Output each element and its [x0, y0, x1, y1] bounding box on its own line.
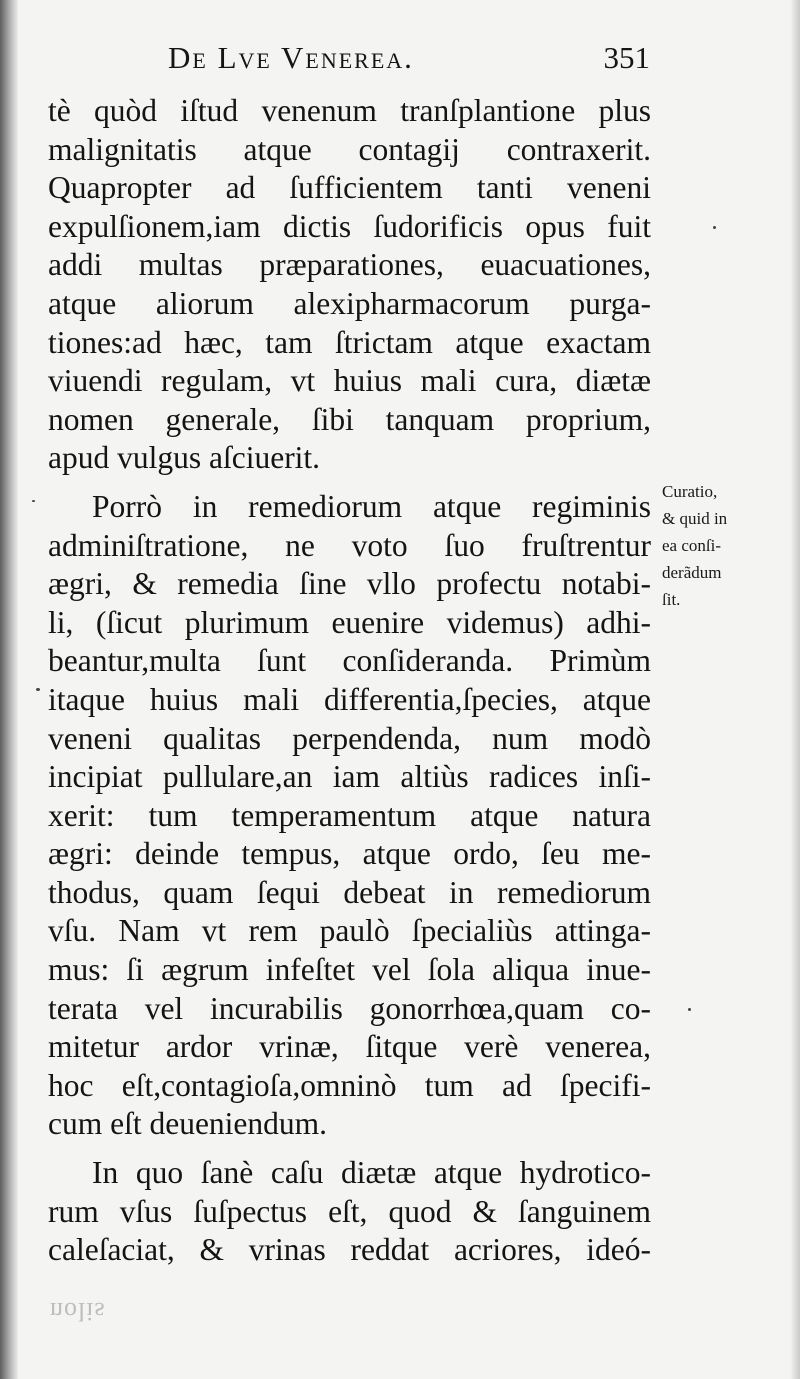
running-head	[160, 40, 660, 86]
paragraph-break	[48, 1144, 651, 1154]
marginal-note-line: & quid in	[662, 509, 728, 528]
text-line: li, (ſicut plurimum euenire videmus) adhi-	[48, 604, 651, 640]
page-right-edge	[790, 0, 800, 1379]
text-line: malignitatis atque contagij contraxerit.	[48, 131, 651, 167]
page-number: 351	[603, 40, 650, 75]
marginal-note-line: ea conſi-	[662, 536, 721, 555]
text-line: cum eſt deueniendum.	[48, 1106, 328, 1142]
running-head-title: De Lve Venerea.	[168, 40, 414, 75]
text-line: tè quòd iſtud venenum tranſplantione plus	[48, 93, 651, 128]
text-line: incipiat pullulare,an iam altiùs radices inſi-	[48, 759, 651, 795]
text-line: mus: ſi ægrum infeſtet vel ſola aliqua inue-	[48, 952, 651, 988]
text-line: hoc eſt,contagioſa,omninò tum ad ſpecifi-	[48, 1067, 651, 1103]
ink-speck	[713, 226, 716, 229]
body-text	[48, 92, 651, 1270]
text-line: veneni qualitas perpendenda, num modò	[48, 720, 651, 756]
text-line: Quapropter ad ſufficientem tanti veneni	[48, 170, 651, 206]
text-line: adminiſtratione, ne voto ſuo fruſtrentur	[48, 527, 651, 563]
text-line: In quo ſanè caſu diætæ atque hydrotico-	[92, 1155, 651, 1191]
marginal-note	[662, 478, 772, 613]
text-line: mitetur ardor vrinæ, ſitque verè venerea,	[48, 1029, 651, 1065]
text-line: ægri, & remedia ſine vllo profectu notabi-	[48, 566, 651, 602]
ink-speck	[32, 500, 35, 502]
text-line: ægri: deinde tempus, atque ordo, ſeu me-	[48, 836, 651, 872]
text-line: rum vſus ſuſpectus eſt, quod & ſanguinem	[48, 1193, 651, 1229]
text-line: apud vulgus aſciuerit.	[48, 440, 321, 476]
text-line: tiones:ad hæc, tam ſtrictam atque exactam	[48, 324, 651, 360]
text-line: vſu. Nam vt rem paulò ſpecialiùs attinga-	[48, 913, 651, 949]
text-line: expulſionem,iam dictis ſudorificis opus fuit	[48, 208, 651, 244]
text-line: Porrò in remediorum atque regiminis	[92, 488, 651, 524]
text-line: thodus, quam ſequi debeat in remediorum	[48, 874, 651, 910]
marginal-note-line: derãdum	[662, 563, 722, 582]
text-line: terata vel incurabilis gonorrhœa,quam co-	[48, 990, 651, 1026]
marginal-note-line: ſit.	[662, 590, 681, 609]
text-line: beantur,multa ſunt conſideranda. Primùm	[48, 643, 651, 679]
text-line: caleſaciat, & vrinas reddat acriores, ideó-	[48, 1232, 651, 1268]
text-line: addi multas præparationes, euacuationes,	[48, 247, 651, 283]
text-line: viuendi regulam, vt huius mali cura, diætæ	[48, 363, 651, 399]
marginal-note-line: Curatio,	[662, 482, 718, 501]
text-line: atque aliorum alexipharmacorum purga-	[48, 285, 651, 321]
text-line: xerit: tum temperamentum atque natura	[48, 797, 651, 833]
text-line: itaque huius mali differentia,ſpecies, atque	[48, 681, 651, 717]
bleed-through-text: nolis	[50, 1297, 106, 1326]
page-gutter-shadow	[0, 0, 18, 1379]
ink-speck	[688, 1008, 691, 1011]
ink-speck	[36, 688, 40, 691]
text-line: nomen generale, ſibi tanquam proprium,	[48, 401, 651, 437]
paragraph-break	[48, 478, 651, 488]
